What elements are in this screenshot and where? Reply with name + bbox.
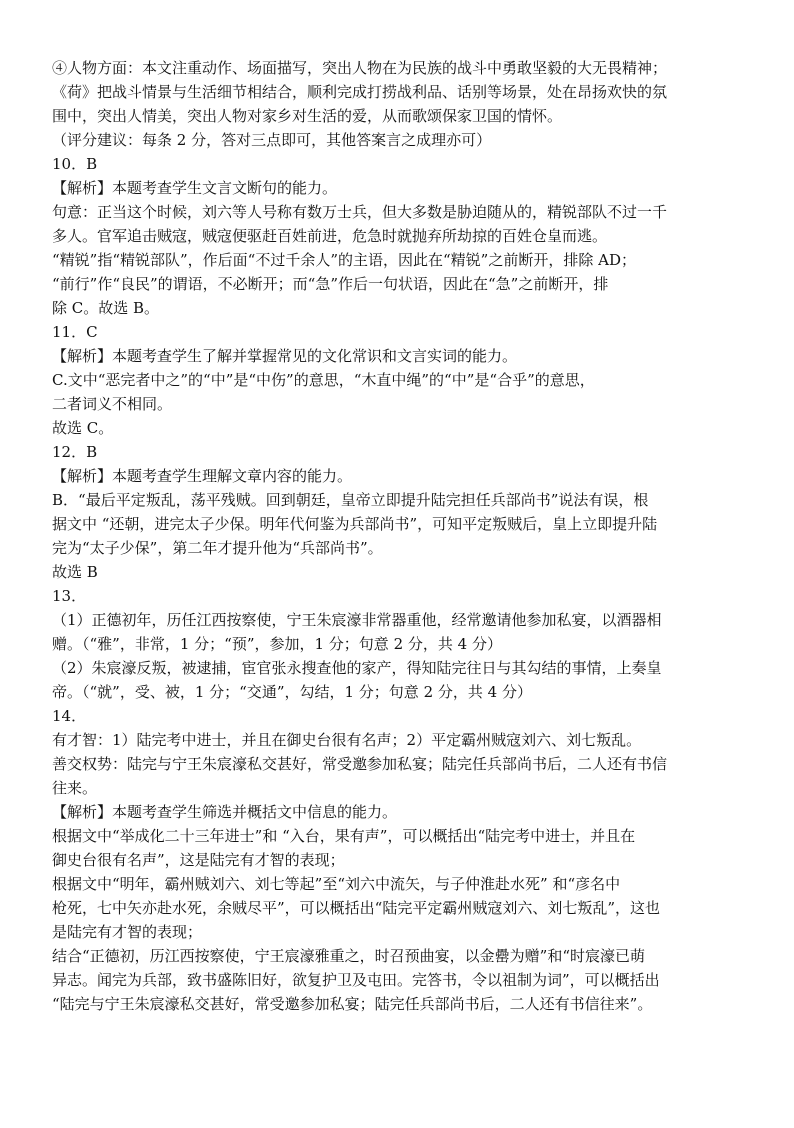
text-line: C.文中“恶完者中之”的“中”是“中伤”的意思，“木直中绳”的“中”是“合乎”的意思，: [52, 371, 595, 389]
text-line: 10．B: [52, 155, 98, 173]
text-line: 【解析】本题考查学生筛选并概括文中信息的能力。: [52, 803, 398, 821]
text-line: 11．C: [52, 323, 98, 341]
text-line: 往来。: [52, 779, 98, 797]
text-line: 善交权势：陆完与宁王朱宸濠私交甚好，常受邀参加私宴；陆完任兵部尚书后，二人还有书信: [52, 755, 668, 773]
text-line: 根据文中“举成化二十三年进士”和 “入台，果有声”，可以概括出“陆完考中进士，并且在: [52, 827, 636, 845]
text-line: 句意：正当这个时候，刘六等人号称有数万士兵，但大多数是胁迫随从的，精锐部队不过一千: [52, 203, 668, 221]
text-line: 异志。闻完为兵部，致书盛陈旧好，欲复护卫及屯田。完答书，令以祖制为词”，可以概括出: [52, 971, 660, 989]
text-line: 据文中 “还朝，进完太子少保。明年代何鉴为兵部尚书”，可知平定叛贼后，皇上立即提升陆: [52, 515, 658, 533]
text-line: （评分建议：每条 2 分，答对三点即可，其他答案言之成理亦可）: [52, 131, 492, 149]
text-line: 故选 C。: [52, 419, 114, 437]
text-line: （2）朱宸濠反叛，被逮捕，宦官张永搜查他的家产，得知陆完往日与其勾结的事情，上奏皇: [52, 659, 662, 677]
text-line: 13．: [52, 587, 87, 605]
text-line: B．“最后平定叛乱，荡平残贼。回到朝廷，皇帝立即提升陆完担任兵部尚书”说法有误，根: [52, 491, 649, 509]
text-line: “陆完与宁王朱宸濠私交甚好，常受邀参加私宴；陆完任兵部尚书后，二人还有书信往来”。: [52, 995, 653, 1013]
text-line: 完为“太子少保”，第二年才提升他为“兵部尚书”。: [52, 539, 383, 557]
text-line: （1）正德初年，历任江西按察使，宁王朱宸濠非常器重他，经常邀请他参加私宴，以酒器相: [52, 611, 662, 629]
text-line: 【解析】本题考查学生了解并掌握常见的文化常识和文言实词的能力。: [52, 347, 518, 365]
text-line: 【解析】本题考查学生理解文章内容的能力。: [52, 467, 353, 485]
text-line: 二者词义不相同。: [52, 395, 173, 413]
text-line: 帝。（“就”，受、被，1 分；“交通”，勾结，1 分；句意 2 分，共 4 分）: [52, 683, 532, 701]
text-line: 枪死，七中矢亦赴水死，余贼尽平”，可以概括出“陆完平定霸州贼寇刘六、刘七叛乱”，这也: [52, 899, 661, 917]
text-line: 除 C。故选 B。: [52, 299, 160, 317]
text-line: 故选 B: [52, 563, 98, 581]
document-body: [52, 56, 742, 1016]
text-line: “精锐”指“精锐部队”，作后面“不过千余人”的主语，因此在“精锐”之前断开，排除 AD；: [52, 251, 636, 269]
text-line: ④人物方面：本文注重动作、场面描写，突出人物在为民族的战斗中勇敢坚毅的大无畏精神；: [52, 59, 668, 77]
text-line: 赠。（“雅”，非常，1 分；“预”，参加，1 分；句意 2 分，共 4 分）: [52, 635, 502, 653]
text-line: 14．: [52, 707, 87, 725]
text-line: 结合“正德初，历江西按察使，宁王宸濠雅重之，时召预曲宴，以金罍为赠”和“时宸濠已萌: [52, 947, 646, 965]
text-line: 《荷》把战斗情景与生活细节相结合，顺利完成打捞战利品、话别等场景，处在昂扬欢快的氛: [52, 83, 668, 101]
text-line: “前行”作“良民”的谓语，不必断开；而“急”作后一句状语，因此在“急”之前断开，排: [52, 275, 609, 293]
text-line: 12．B: [52, 443, 98, 461]
text-line: 是陆完有才智的表现；: [52, 923, 203, 941]
text-line: 根据文中“明年，霸州贼刘六、刘七等起”至“刘六中流矢，与子仲淮赴水死” 和“彦名中: [52, 875, 621, 893]
text-line: 多人。官军追击贼寇，贼寇便驱赶百姓前进，危急时就抛弃所劫掠的百姓仓皇而逃。: [52, 227, 608, 245]
text-line: 围中，突出人情美，突出人物对家乡对生活的爱，从而歌颂保家卫国的情怀。: [52, 107, 563, 125]
text-line: 御史台很有名声”，这是陆完有才智的表现；: [52, 851, 345, 869]
text-line: 【解析】本题考查学生文言文断句的能力。: [52, 179, 338, 197]
text-line: 有才智：1）陆完考中进士，并且在御史台很有名声；2）平定霸州贼寇刘六、刘七叛乱。: [52, 731, 642, 749]
